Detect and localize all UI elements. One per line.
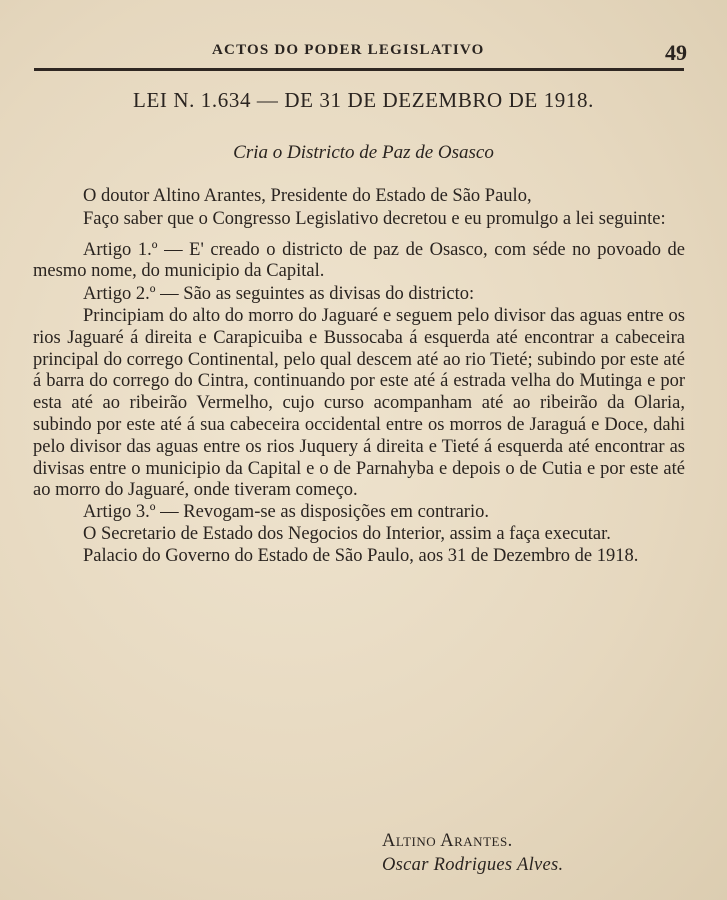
running-title: ACTOS DO PODER LEGISLATIVO bbox=[212, 42, 485, 58]
page-number: 49 bbox=[665, 40, 687, 65]
paragraph-preamble: O doutor Altino Arantes, Presidente do Estado de São Paulo, bbox=[83, 186, 532, 206]
paragraph-promulgation: Faço saber que o Congresso Legislativo decretou e eu promulgo a lei seguinte: bbox=[83, 208, 666, 229]
law-subtitle: Cria o Districto de Paz de Osasco bbox=[233, 142, 494, 163]
paragraph-article-3: Artigo 3.º — Revogam-se as disposições em contrario. bbox=[83, 502, 489, 523]
signature-secretary: Oscar Rodrigues Alves. bbox=[382, 855, 564, 875]
paragraph-article-1: Artigo 1.º — E' creado o districto de paz de Osasco, com séde no povoado de mesmo nome, do municipio da Capital. bbox=[33, 239, 685, 282]
paragraph-palace: Palacio do Governo do Estado de São Paulo, aos 31 de Dezembro de 1918. bbox=[83, 545, 639, 566]
signature-governor: Altino Arantes. bbox=[382, 831, 513, 851]
paragraph-execution: O Secretario de Estado dos Negocios do Interior, assim a faça executar. bbox=[83, 523, 611, 544]
header-rule bbox=[34, 68, 684, 71]
paragraph-article-2: Artigo 2.º — São as seguintes as divisas do districto: bbox=[83, 284, 475, 305]
law-title: LEI N. 1.634 — DE 31 DE DEZEMBRO DE 1918. bbox=[133, 88, 594, 112]
law-body bbox=[33, 186, 685, 568]
running-header bbox=[34, 34, 687, 64]
signature-block bbox=[382, 829, 682, 877]
paragraph-boundaries: Principiam do alto do morro do Jaguaré e seguem pelo divisor das aguas entre os rios Jaguaré á direita e Carapicuiba e Bussocaba á esquerda até encontrar a cabeceira principal do corrego Continental, pelo qual descem até ao rio Tieté; subindo por este até á barra do corrego do Cintra, continuando por este até á estrada velha do Mutinga e por esta até ao ribeirão Vermelho, cujo curso acompanham até ao ribeirão da Olaria, subindo por este até á sua cabeceira occidental entre os morros de Jaraguá e Doce, dahi pelo divisor das aguas entre os rios Juquery á direita e Tieté á esquerda até encontrar as divisas entre o municipio da Capital e o de Parnahyba e depois o de Cutia e por este até ao morro do Jaguaré, onde tiveram começo. bbox=[33, 305, 685, 501]
